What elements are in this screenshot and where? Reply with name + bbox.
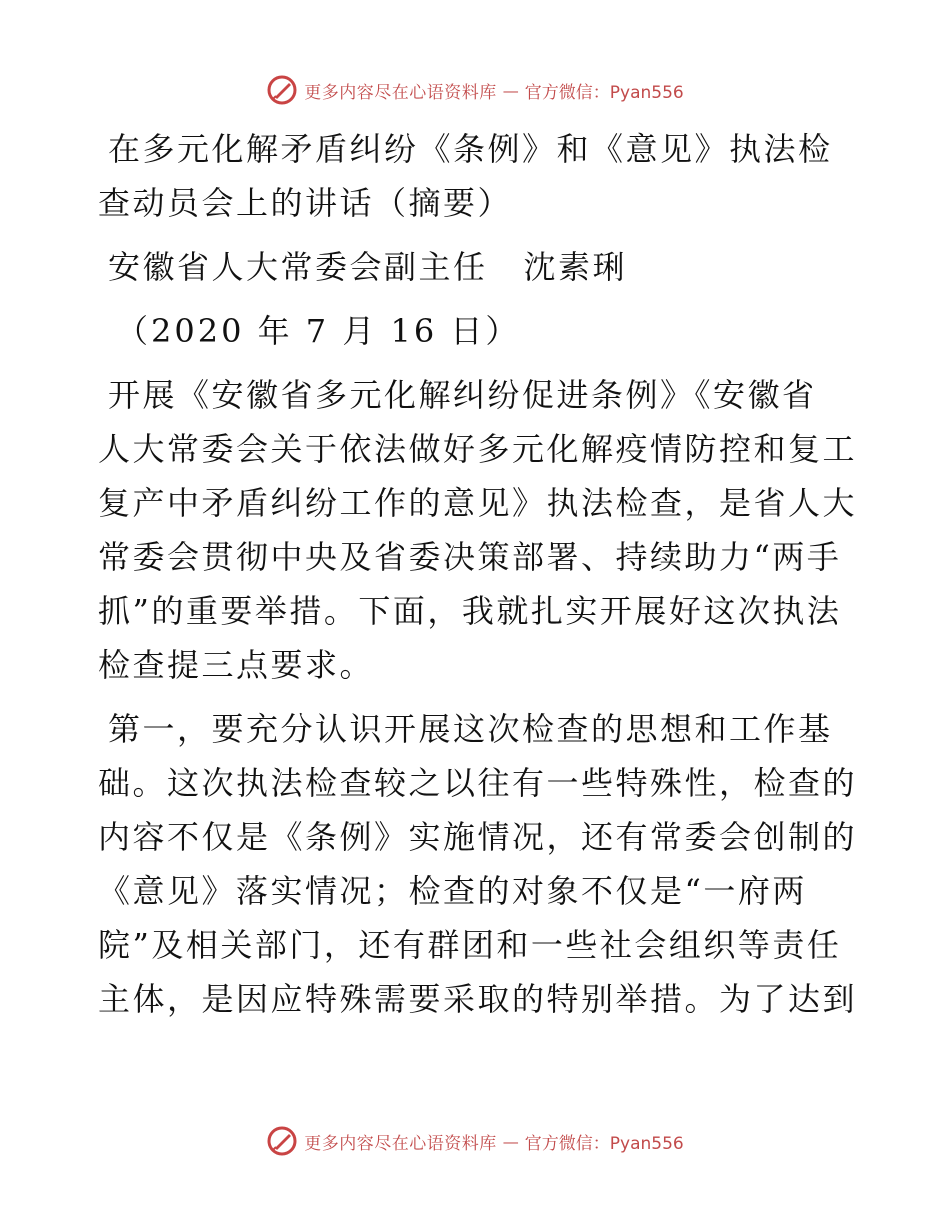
watermark-separator: — <box>502 80 519 100</box>
title-line-2: 查动员会上的讲话（摘要） <box>98 184 513 222</box>
watermark-site-text: 更多内容尽在心语资料库 <box>304 1133 497 1154</box>
paragraph-1 <box>98 368 858 692</box>
paragraph-line: 常委会贯彻中央及省委决策部署、持续助力“两手 <box>98 538 842 576</box>
author-line <box>98 240 858 294</box>
paragraph-line: 第一，要充分认识开展这次检查的思想和工作基 <box>108 710 833 748</box>
document-body <box>98 122 858 1026</box>
paragraph-line: 《意见》落实情况；检查的对象不仅是“一府两 <box>98 872 807 910</box>
paragraph-line: 抓”的重要举措。下面，我就扎实开展好这次执法 <box>98 592 842 630</box>
watermark-wechat-text: 官方微信：Pyan556 <box>524 1133 684 1154</box>
title-line-1: 在多元化解矛盾纠纷《条例》和《意见》执法检 <box>108 130 833 168</box>
quill-logo-icon <box>266 74 298 106</box>
watermark-site-text: 更多内容尽在心语资料库 <box>304 82 497 103</box>
author-name: 沈素琍 <box>523 248 628 286</box>
paragraph-line: 院”及相关部门，还有群团和一些社会组织等责任 <box>98 926 842 964</box>
paragraph-line: 内容不仅是《条例》实施情况，还有常委会创制的 <box>98 818 858 856</box>
watermark-header <box>0 70 950 110</box>
paragraph-line: 开展《安徽省多元化解纠纷促进条例》《安徽省 <box>108 376 817 414</box>
paragraph-line: 复产中矛盾纠纷工作的意见》执法检查，是省人大 <box>98 484 858 522</box>
watermark-separator: — <box>502 1131 519 1151</box>
paragraph-line: 人大常委会关于依法做好多元化解疫情防控和复工 <box>98 430 858 468</box>
paragraph-line: 检查提三点要求。 <box>98 646 375 684</box>
quill-logo-icon <box>266 1125 298 1157</box>
watermark-wechat-text: 官方微信：Pyan556 <box>524 82 684 103</box>
paragraph-line: 主体，是因应特殊需要采取的特别举措。为了达到 <box>98 980 858 1018</box>
paragraph-2 <box>98 702 858 1026</box>
watermark-footer <box>0 1121 950 1161</box>
author-position: 安徽省人大常委会副主任 <box>108 248 488 286</box>
paragraph-line: 础。这次执法检查较之以往有一些特殊性，检查的 <box>98 764 858 802</box>
speech-date: （2020 年 7 月 16 日） <box>116 312 521 350</box>
